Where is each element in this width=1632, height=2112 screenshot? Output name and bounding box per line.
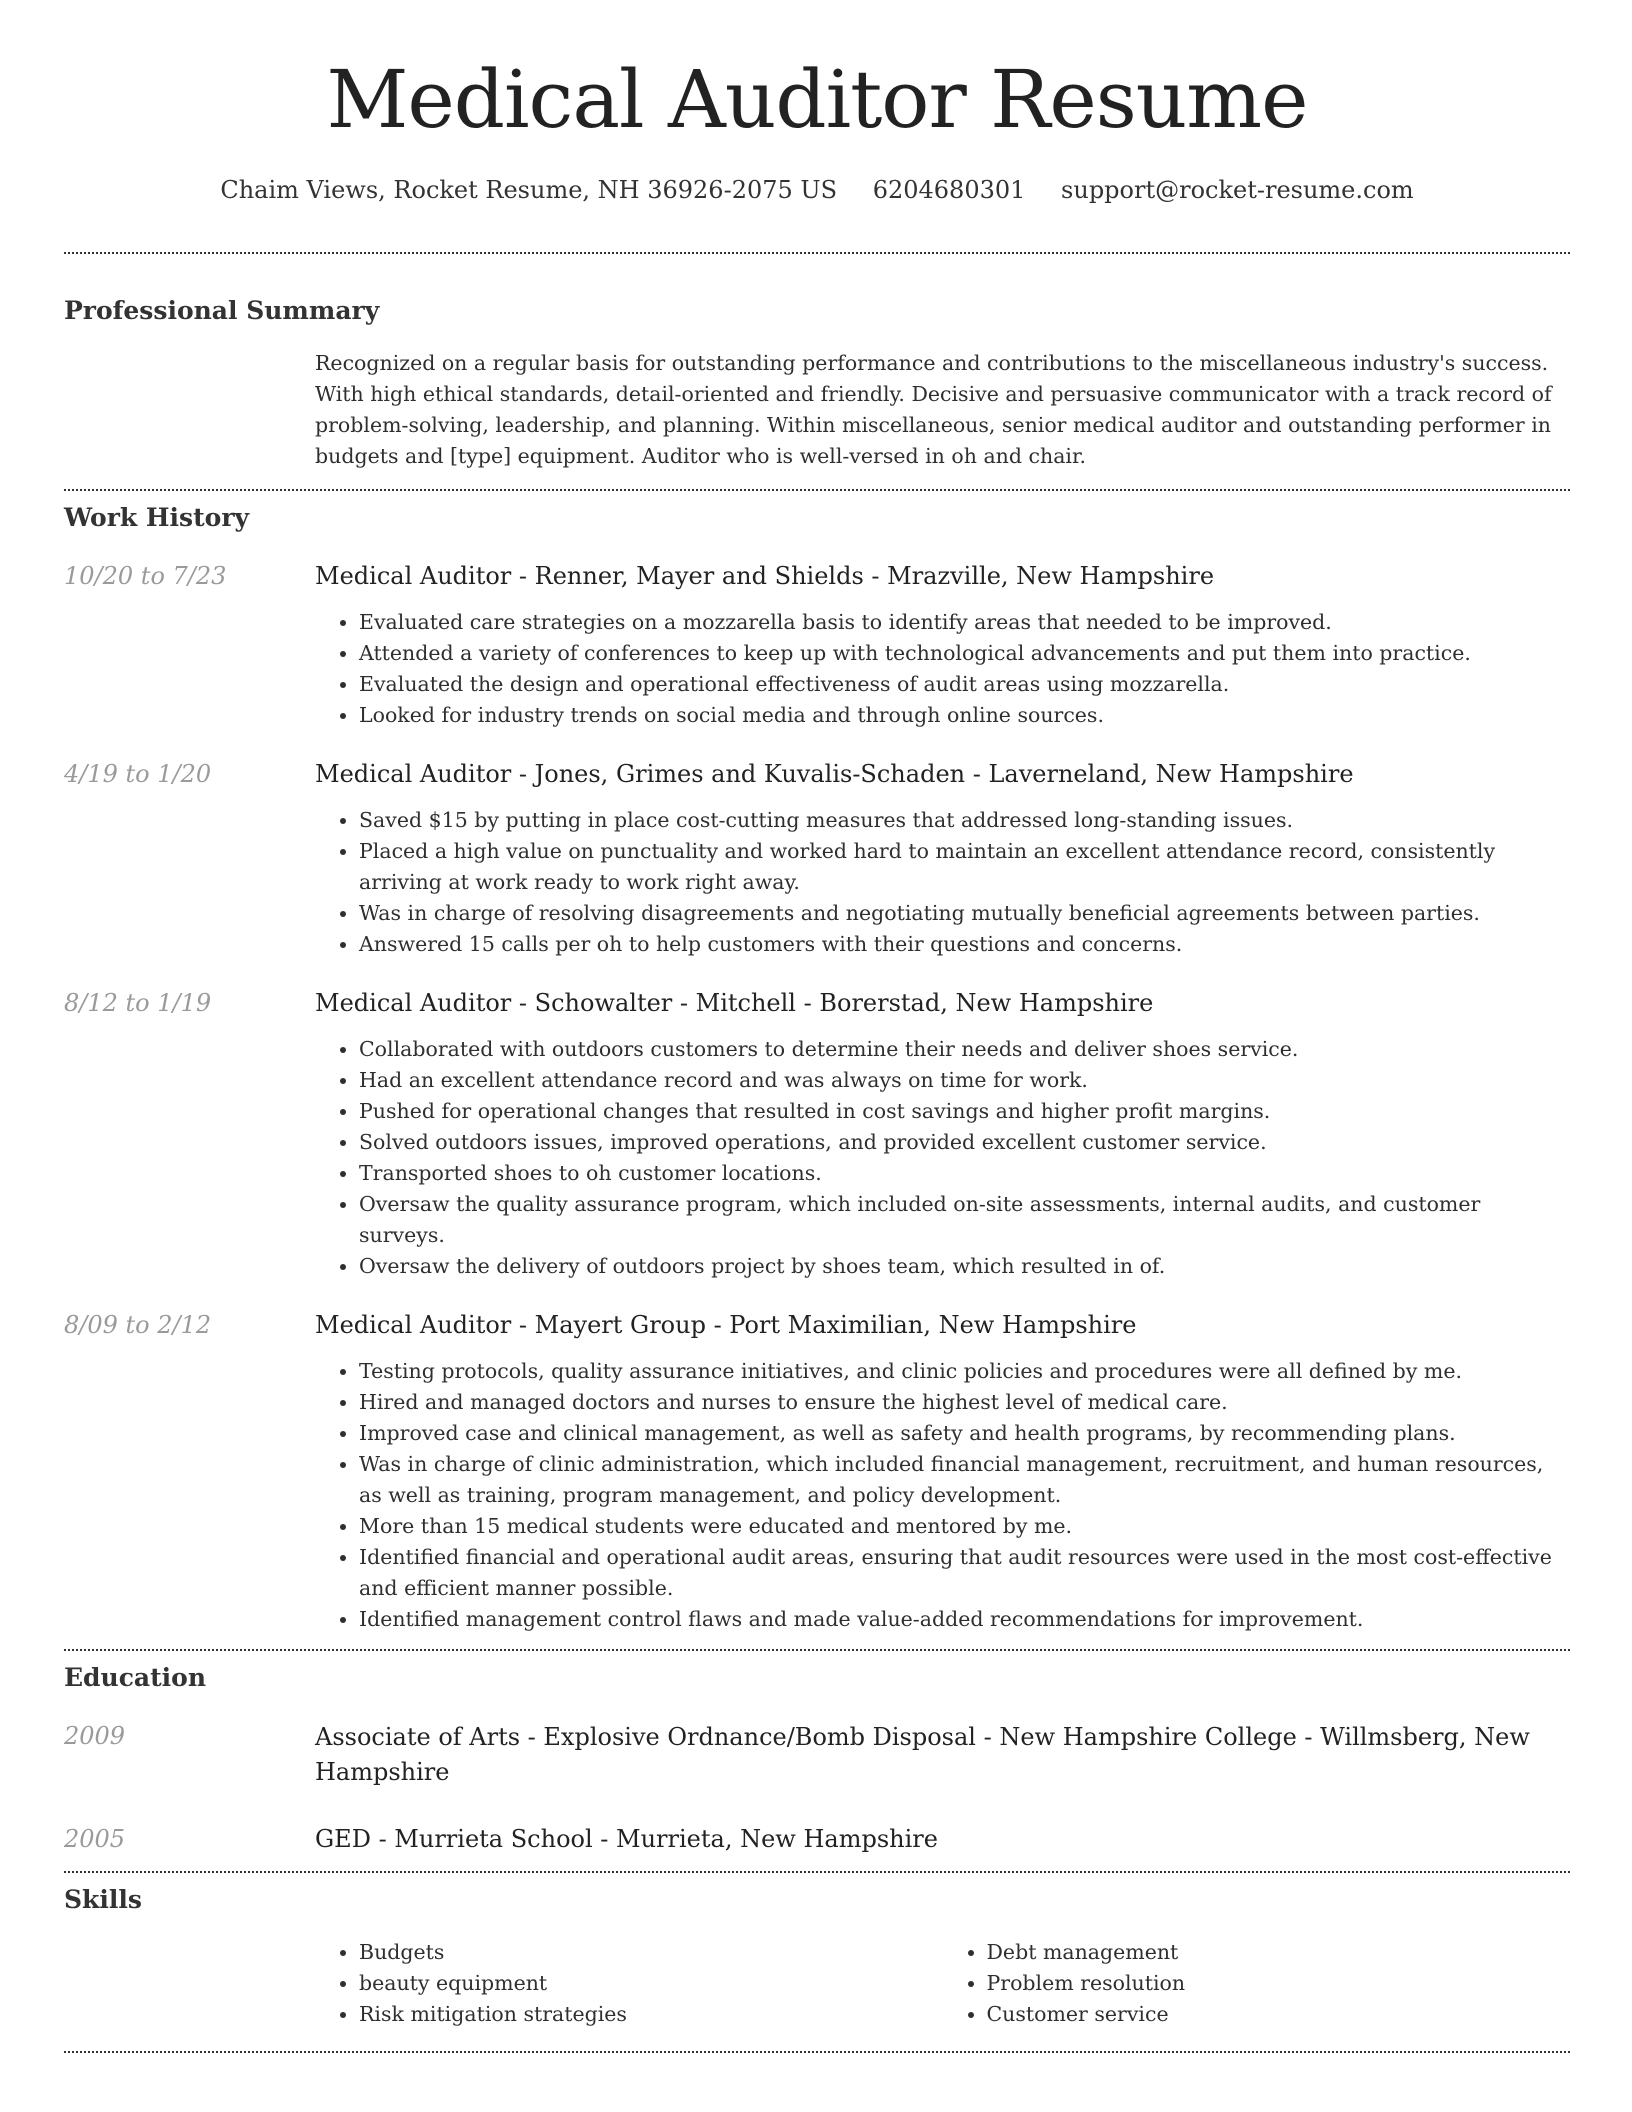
contact-email: support@rocket-resume.com: [1061, 176, 1414, 204]
skill-item: • Debt management: [987, 1937, 1571, 1968]
job-bullets: [315, 1356, 1570, 1635]
list-item: • Transported shoes to oh customer locations.: [359, 1158, 1570, 1189]
section-title-summary: Professional Summary: [64, 296, 380, 325]
section-divider: [64, 1649, 1570, 1651]
job-entry: [64, 1309, 1570, 1635]
job-dates: 8/12 to 1/19: [64, 989, 212, 1017]
list-item: • Collaborated with outdoors customers to determine their needs and deliver shoes service.: [359, 1034, 1570, 1065]
section-title-skills: Skills: [64, 1885, 142, 1914]
job-dates: 8/09 to 2/12: [64, 1311, 212, 1339]
job-title: Medical Auditor - Jones, Grimes and Kuvalis-Schaden - Laverneland, New Hampshire: [315, 760, 1354, 788]
list-item: • Identified financial and operational audit areas, ensuring that audit resources were used in the most cost-effective and efficient manner possible.: [359, 1542, 1570, 1604]
job-title: Medical Auditor - Renner, Mayer and Shields - Mrazville, New Hampshire: [315, 562, 1215, 590]
job-dates: 4/19 to 1/20: [64, 760, 212, 788]
list-item: • Hired and managed doctors and nurses to ensure the highest level of medical care.: [359, 1387, 1570, 1418]
education-year: 2005: [64, 1825, 126, 1853]
section-title-education: Education: [64, 1663, 207, 1692]
contact-phone: 6204680301: [872, 176, 1026, 204]
skills-columns: [315, 1937, 1570, 2030]
job-title: Medical Auditor - Schowalter - Mitchell - Borerstad, New Hampshire: [315, 989, 1154, 1017]
resume-page: [64, 0, 1570, 2053]
skill-item: • Customer service: [987, 1999, 1571, 2030]
list-item: • Oversaw the quality assurance program, which included on-site assessments, internal audits, and customer surveys.: [359, 1189, 1570, 1251]
job-entry: [64, 987, 1570, 1282]
summary-text: Recognized on a regular basis for outstanding performance and contributions to the miscellaneous industry's success. With high ethical standards, detail-oriented and friendly. Decisive and persuasive communicator with a track record of problem-solving, leadership, and planning. Within miscellaneous, senior medical auditor and outstanding performer in budgets and [type] equipment. Auditor who is well-versed in oh and chair.: [315, 351, 1552, 468]
section-title-work-history: Work History: [64, 503, 250, 532]
list-item: • Evaluated care strategies on a mozzarella basis to identify areas that needed to be improved.: [359, 607, 1570, 638]
job-bullets: [315, 1034, 1570, 1282]
section-divider: [64, 489, 1570, 491]
skill-item: • beauty equipment: [359, 1968, 943, 1999]
list-item: • Testing protocols, quality assurance initiatives, and clinic policies and procedures were all defined by me.: [359, 1356, 1570, 1387]
job-title: Medical Auditor - Mayert Group - Port Maximilian, New Hampshire: [315, 1311, 1137, 1339]
list-item: • Had an excellent attendance record and was always on time for work.: [359, 1065, 1570, 1096]
job-bullets: [315, 607, 1570, 731]
education-year: 2009: [64, 1722, 126, 1750]
list-item: • Looked for industry trends on social media and through online sources.: [359, 700, 1570, 731]
list-item: • Pushed for operational changes that resulted in cost savings and higher profit margins.: [359, 1096, 1570, 1127]
list-item: • Identified management control flaws and made value-added recommendations for improvement.: [359, 1604, 1570, 1635]
education-entry: [64, 1720, 1570, 1790]
job-dates: 10/20 to 7/23: [64, 562, 227, 590]
list-item: • Was in charge of clinic administration, which included financial management, recruitment, and human resources, as well as training, program management, and policy development.: [359, 1449, 1570, 1511]
education-degree: Associate of Arts - Explosive Ordnance/Bomb Disposal - New Hampshire College - Willmsberg, New Hampshire: [315, 1723, 1530, 1786]
list-item: • More than 15 medical students were educated and mentored by me.: [359, 1511, 1570, 1542]
section-divider: [64, 1871, 1570, 1873]
list-item: • Improved case and clinical management, as well as safety and health programs, by recommending plans.: [359, 1418, 1570, 1449]
list-item: • Solved outdoors issues, improved operations, and provided excellent customer service.: [359, 1127, 1570, 1158]
education-entry: [64, 1823, 1570, 1855]
job-entry: [64, 560, 1570, 731]
job-bullets: [315, 805, 1570, 960]
contact-address: Chaim Views, Rocket Resume, NH 36926-2075 US: [220, 176, 838, 204]
list-item: • Evaluated the design and operational effectiveness of audit areas using mozzarella.: [359, 669, 1570, 700]
list-item: • Was in charge of resolving disagreements and negotiating mutually beneficial agreements between parties.: [359, 898, 1570, 929]
list-item: • Answered 15 calls per oh to help customers with their questions and concerns.: [359, 929, 1570, 960]
skill-item: • Risk mitigation strategies: [359, 1999, 943, 2030]
skill-item: • Problem resolution: [987, 1968, 1571, 1999]
list-item: • Saved $15 by putting in place cost-cutting measures that addressed long-standing issues.: [359, 805, 1570, 836]
list-item: • Oversaw the delivery of outdoors project by shoes team, which resulted in of.: [359, 1251, 1570, 1282]
skill-item: • Budgets: [359, 1937, 943, 1968]
section-divider: [64, 2051, 1570, 2053]
list-item: • Attended a variety of conferences to keep up with technological advancements and put them into practice.: [359, 638, 1570, 669]
education-degree: GED - Murrieta School - Murrieta, New Hampshire: [315, 1825, 938, 1853]
contact-line: [64, 174, 1570, 206]
skills-list-right: [943, 1937, 1571, 2030]
skills-list-left: [315, 1937, 943, 2030]
summary-row: [64, 348, 1570, 472]
resume-title: Medical Auditor Resume: [326, 53, 1308, 146]
section-divider: [64, 252, 1570, 254]
list-item: • Placed a high value on punctuality and worked hard to maintain an excellent attendance record, consistently arriving at work ready to work right away.: [359, 836, 1570, 898]
job-entry: [64, 758, 1570, 960]
skills-row: [64, 1937, 1570, 2030]
